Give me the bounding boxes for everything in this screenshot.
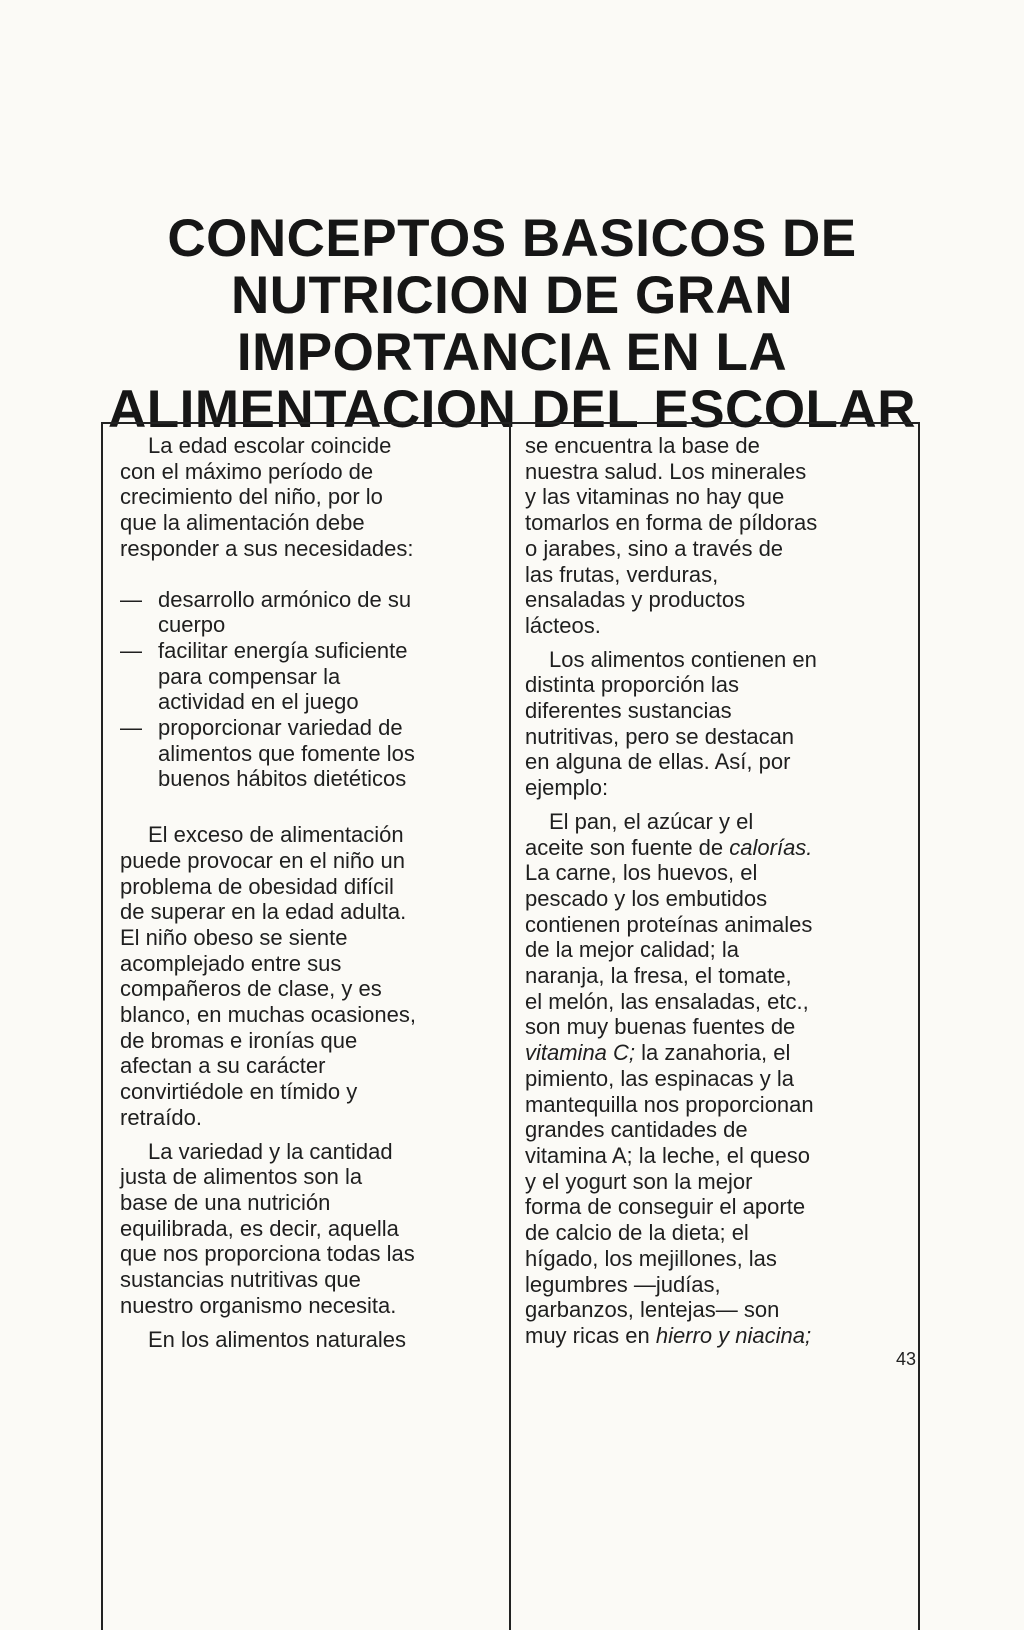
text-line: crecimiento del niño, por lo (120, 484, 383, 510)
text-line: hígado, los mejillones, las (525, 1245, 777, 1271)
list-item (120, 638, 500, 715)
text-line: en alguna de ellas. Así, por (525, 749, 791, 775)
title-line: ALIMENTACION DEL ESCOLAR (108, 380, 916, 439)
text-line: La edad escolar coincide (148, 433, 392, 458)
page-number: 43 (896, 1349, 917, 1369)
text-line: nuestra salud. Los minerales (525, 458, 807, 484)
text-line: y el yogurt son la mejor (525, 1168, 753, 1194)
text-line: ejemplo: (525, 775, 609, 801)
column-frame-left-rule (101, 422, 103, 1630)
text-line: El niño obeso se siente (120, 924, 348, 950)
text-line: actividad en el juego (158, 689, 359, 715)
text-line: de bromas e ironías que (120, 1027, 358, 1053)
paragraph-intro (120, 433, 500, 562)
text-line: El exceso de alimentación (148, 822, 404, 848)
text-line: para compensar la (158, 663, 341, 689)
list-item (120, 587, 500, 638)
text-line: diferentes sustancias (525, 698, 732, 724)
text-line: de la mejor calidad; la (525, 937, 740, 963)
text-span: aceite son fuente de (525, 834, 730, 860)
right-column (525, 433, 905, 1349)
text-line: equilibrada, es decir, aquella (120, 1215, 399, 1241)
text-line (525, 1323, 905, 1349)
text-line: acomplejado entre sus (120, 950, 342, 976)
text-line: las frutas, verduras, (525, 561, 719, 587)
text-line: son muy buenas fuentes de (525, 1014, 796, 1040)
text-line: sustancias nutritivas que (120, 1267, 361, 1293)
text-line: pimiento, las espinacas y la (525, 1065, 795, 1091)
paragraph-natural-foods (120, 1327, 500, 1353)
column-frame-right-rule (918, 422, 920, 1630)
title-line: CONCEPTOS BASICOS DE (167, 209, 857, 268)
text-line: lácteos. (525, 612, 601, 638)
text-line: retraído. (120, 1104, 202, 1130)
text-line: distinta proporción las (525, 672, 740, 698)
italic-term: vitamina C; (525, 1040, 636, 1066)
text-line: ensaladas y productos (525, 587, 746, 613)
text-line: cuerpo (158, 612, 226, 638)
text-line (525, 835, 905, 861)
text-line: puede provocar en el niño un (120, 847, 405, 873)
text-span: la zanahoria, el (635, 1040, 791, 1066)
text-line: tomarlos en forma de píldoras (525, 510, 818, 536)
text-line: y las vitaminas no hay que (525, 484, 785, 510)
text-line: de superar en la edad adulta. (120, 899, 407, 925)
text-line: La variedad y la cantidad (148, 1138, 393, 1164)
dash-bullet: — (120, 637, 142, 663)
text-line: o jarabes, sino a través de (525, 535, 784, 561)
text-line: que la alimentación debe (120, 510, 365, 536)
text-line: desarrollo armónico de su (158, 586, 412, 612)
title-line: IMPORTANCIA EN LA (236, 323, 788, 382)
text-line: el melón, las ensaladas, etc., (525, 988, 809, 1014)
text-line: de calcio de la dieta; el (525, 1220, 749, 1246)
text-line: buenos hábitos dietéticos (158, 766, 407, 792)
text-line: compañeros de clase, y es (120, 976, 382, 1002)
text-line: El pan, el azúcar y el (549, 808, 754, 834)
text-span: muy ricas en (525, 1322, 656, 1348)
paragraph-examples (525, 809, 905, 1349)
text-line: vitamina A; la leche, el queso (525, 1142, 810, 1168)
left-column (120, 433, 500, 1352)
text-line: blanco, en muchas ocasiones, (120, 1002, 416, 1028)
text-line: responder a sus necesidades: (120, 535, 414, 561)
text-line: En los alimentos naturales (148, 1326, 407, 1352)
text-line: grandes cantidades de (525, 1117, 748, 1143)
text-line: se encuentra la base de (525, 433, 760, 458)
text-line: forma de conseguir el aporte (525, 1194, 806, 1220)
text-line: con el máximo período de (120, 458, 374, 484)
text-line: alimentos que fomente los (158, 740, 415, 766)
paragraph-continued (525, 433, 905, 639)
text-line: mantequilla nos proporcionan (525, 1091, 814, 1117)
text-line: base de una nutrición (120, 1189, 331, 1215)
title-line: NUTRICION DE GRAN (230, 266, 794, 325)
text-line: pescado y los embutidos (525, 885, 768, 911)
paragraph-variety (120, 1139, 500, 1319)
paragraph-proportions (525, 647, 905, 801)
dash-bullet: — (120, 586, 142, 612)
text-line: legumbres —judías, (525, 1271, 721, 1297)
italic-term: hierro y niacina; (655, 1322, 812, 1348)
text-line (525, 1040, 905, 1066)
text-line: garbanzos, lentejas— son (525, 1297, 780, 1323)
text-line: nuestro organismo necesita. (120, 1292, 397, 1318)
text-line: problema de obesidad difícil (120, 873, 394, 899)
text-line: facilitar energía suficiente (158, 637, 408, 663)
text-line: contienen proteínas animales (525, 911, 813, 937)
text-line: que nos proporciona todas las (120, 1241, 415, 1267)
paragraph-obesity (120, 822, 500, 1130)
text-line: naranja, la fresa, el tomate, (525, 963, 792, 989)
text-line: Los alimentos contienen en (549, 646, 817, 672)
column-divider-rule (509, 422, 511, 1630)
text-line: nutritivas, pero se destacan (525, 723, 795, 749)
text-line: justa de alimentos son la (120, 1164, 363, 1190)
text-line: afectan a su carácter (120, 1053, 326, 1079)
list-item (120, 715, 500, 792)
dash-bullet: — (120, 715, 142, 741)
text-line: proporcionar variedad de (158, 715, 403, 741)
text-line: La carne, los huevos, el (525, 860, 758, 886)
page-title (0, 210, 1024, 438)
italic-term: calorías. (729, 834, 813, 860)
text-line: convirtiédole en tímido y (120, 1079, 358, 1105)
